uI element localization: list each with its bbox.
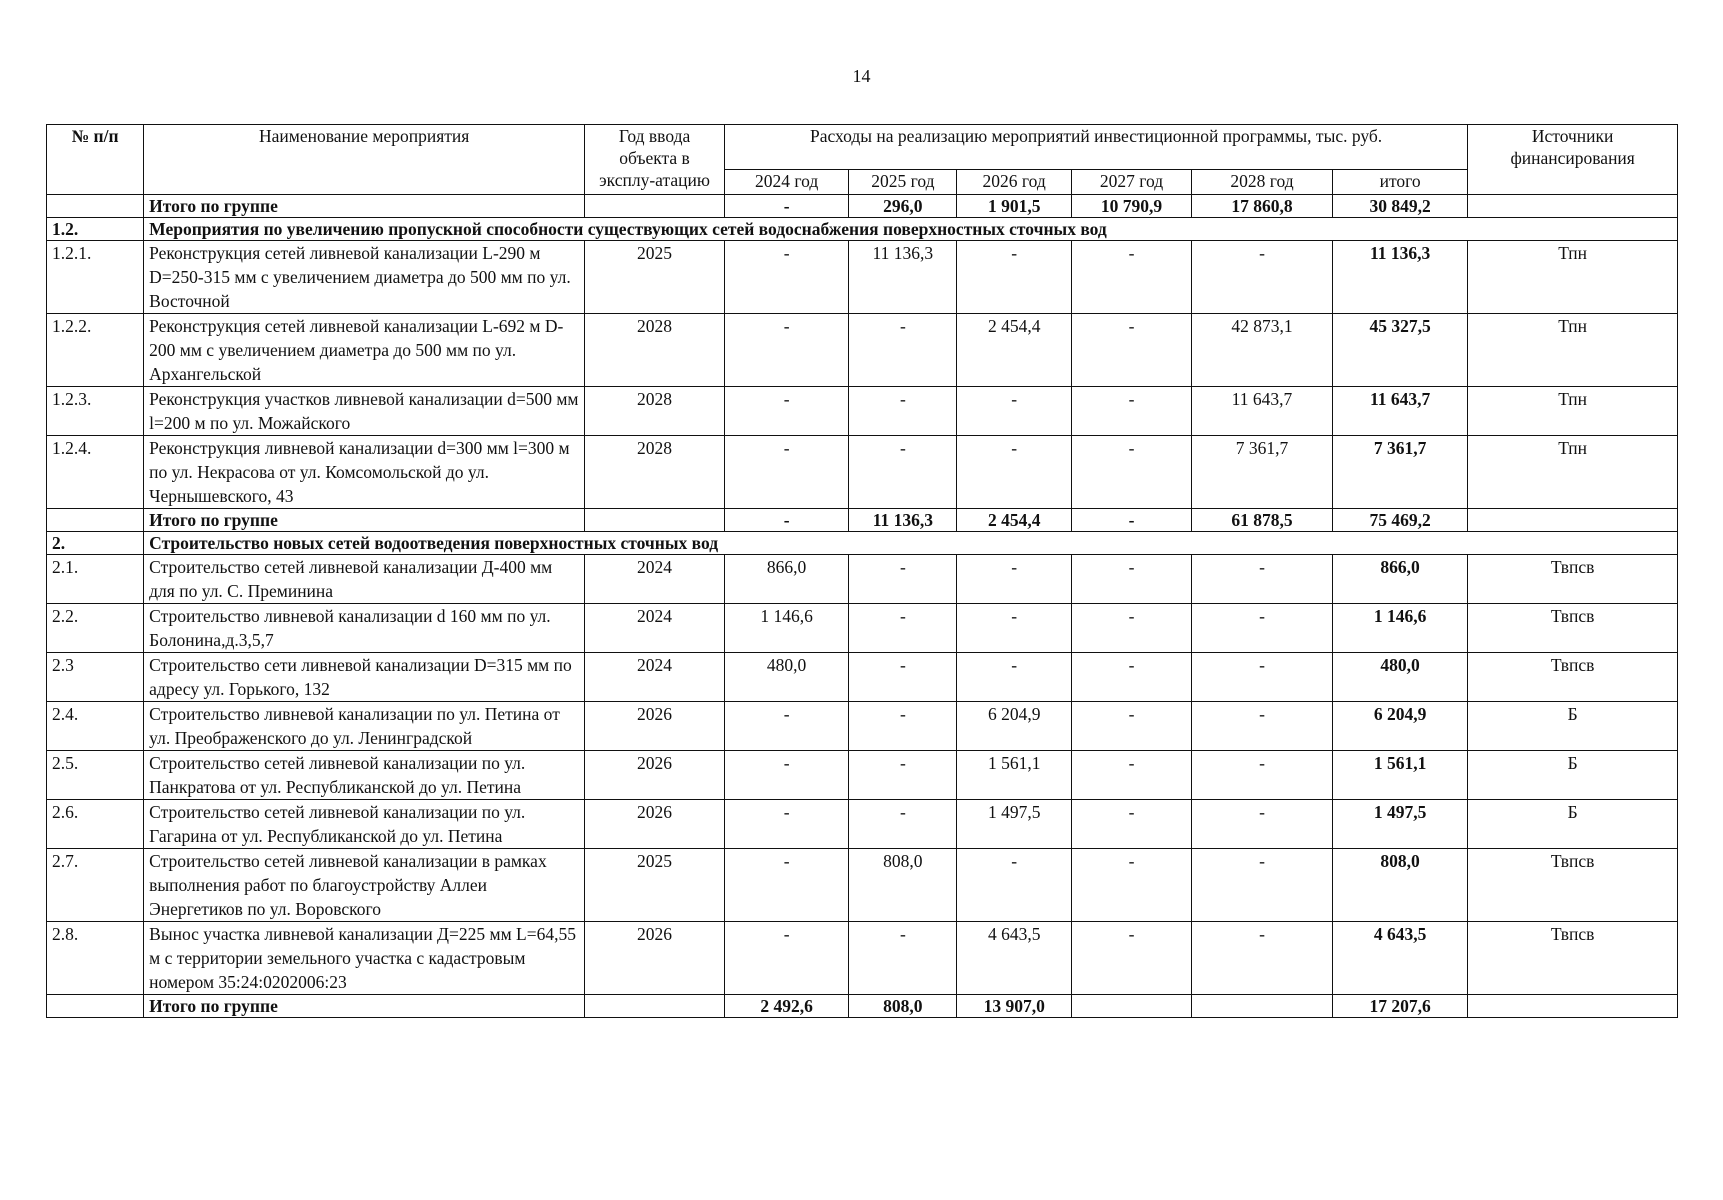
row-year bbox=[585, 995, 725, 1018]
value-2026: - bbox=[957, 604, 1072, 653]
value-2026: - bbox=[957, 849, 1072, 922]
row-no: 2.5. bbox=[47, 751, 144, 800]
row-name: Строительство сети ливневой канализации D=315 мм по адресу ул. Горького, 132 bbox=[144, 653, 585, 702]
row-no: 2.2. bbox=[47, 604, 144, 653]
row-source bbox=[1468, 195, 1678, 218]
value-2027: - bbox=[1072, 849, 1192, 922]
row-source bbox=[1468, 995, 1678, 1018]
row-name: Строительство сетей ливневой канализации в рамках выполнения работ по благоустройству Аллеи Энергетиков по ул. Воровского bbox=[144, 849, 585, 922]
header-name: Наименование мероприятия bbox=[144, 125, 585, 195]
value-2026: - bbox=[957, 387, 1072, 436]
value-2024: - bbox=[724, 922, 848, 995]
value-total: 11 136,3 bbox=[1332, 241, 1467, 314]
value-2028: - bbox=[1192, 800, 1333, 849]
row-no: 1.2.2. bbox=[47, 314, 144, 387]
value-2026: 1 497,5 bbox=[957, 800, 1072, 849]
value-total: 480,0 bbox=[1332, 653, 1467, 702]
row-no: 2.6. bbox=[47, 800, 144, 849]
table-row bbox=[47, 436, 1678, 509]
value-2024: 866,0 bbox=[724, 555, 848, 604]
row-no: 1.2.4. bbox=[47, 436, 144, 509]
value-2025: 11 136,3 bbox=[849, 241, 957, 314]
value-2024: - bbox=[724, 195, 848, 218]
value-2026: 1 561,1 bbox=[957, 751, 1072, 800]
row-name: Строительство ливневой канализации по ул. Петина от ул. Преображенского до ул. Ленинградской bbox=[144, 702, 585, 751]
section-row bbox=[47, 218, 1678, 241]
value-2028: 17 860,8 bbox=[1192, 195, 1333, 218]
value-2028: - bbox=[1192, 702, 1333, 751]
value-2025: - bbox=[849, 436, 957, 509]
value-2027 bbox=[1072, 995, 1192, 1018]
value-2025: 808,0 bbox=[849, 995, 957, 1018]
value-2027: - bbox=[1072, 922, 1192, 995]
table-row bbox=[47, 800, 1678, 849]
value-total: 1 146,6 bbox=[1332, 604, 1467, 653]
value-2026: 4 643,5 bbox=[957, 922, 1072, 995]
value-2026: 6 204,9 bbox=[957, 702, 1072, 751]
value-2024: - bbox=[724, 436, 848, 509]
row-source: Б bbox=[1468, 702, 1678, 751]
value-2024: - bbox=[724, 849, 848, 922]
row-year: 2024 bbox=[585, 653, 725, 702]
row-source: Твпсв bbox=[1468, 604, 1678, 653]
row-source: Б bbox=[1468, 751, 1678, 800]
value-2024: 2 492,6 bbox=[724, 995, 848, 1018]
row-year: 2026 bbox=[585, 751, 725, 800]
row-name: Реконструкция ливневой канализации d=300 мм l=300 м по ул. Некрасова от ул. Комсомольской до ул. Чернышевского, 43 bbox=[144, 436, 585, 509]
row-source: Твпсв bbox=[1468, 555, 1678, 604]
value-2028: - bbox=[1192, 604, 1333, 653]
row-year: 2025 bbox=[585, 241, 725, 314]
table-row bbox=[47, 702, 1678, 751]
value-2025: 11 136,3 bbox=[849, 509, 957, 532]
value-2024: - bbox=[724, 751, 848, 800]
header-year-2027: 2027 год bbox=[1072, 170, 1192, 195]
value-2024: 1 146,6 bbox=[724, 604, 848, 653]
row-name: Вынос участка ливневой канализации Д=225 мм L=64,55 м с территории земельного участка с кадастровым номером 35:24:0202006:23 bbox=[144, 922, 585, 995]
row-source: Б bbox=[1468, 800, 1678, 849]
row-no bbox=[47, 509, 144, 532]
value-2027: - bbox=[1072, 509, 1192, 532]
row-name: Строительство сетей ливневой канализации по ул. Гагарина от ул. Республиканской до ул. Петина bbox=[144, 800, 585, 849]
value-2026: 2 454,4 bbox=[957, 314, 1072, 387]
value-2026: 13 907,0 bbox=[957, 995, 1072, 1018]
value-2027: - bbox=[1072, 555, 1192, 604]
value-2024: - bbox=[724, 387, 848, 436]
value-2028: 11 643,7 bbox=[1192, 387, 1333, 436]
value-2024: - bbox=[724, 509, 848, 532]
row-no: 2.8. bbox=[47, 922, 144, 995]
row-source: Твпсв bbox=[1468, 653, 1678, 702]
row-year: 2026 bbox=[585, 922, 725, 995]
value-total: 75 469,2 bbox=[1332, 509, 1467, 532]
table-row bbox=[47, 387, 1678, 436]
value-2027: - bbox=[1072, 604, 1192, 653]
section-no: 2. bbox=[47, 532, 144, 555]
table-row bbox=[47, 922, 1678, 995]
header-year-2025: 2025 год bbox=[849, 170, 957, 195]
table-row bbox=[47, 604, 1678, 653]
table-row bbox=[47, 509, 1678, 532]
row-name: Строительство сетей ливневой канализации по ул. Панкратова от ул. Республиканской до ул. Петина bbox=[144, 751, 585, 800]
header-expenses: Расходы на реализацию мероприятий инвестиционной программы, тыс. руб. bbox=[724, 125, 1467, 170]
value-2028: - bbox=[1192, 653, 1333, 702]
row-no bbox=[47, 195, 144, 218]
value-2026: - bbox=[957, 555, 1072, 604]
value-2025: 296,0 bbox=[849, 195, 957, 218]
value-2027: - bbox=[1072, 800, 1192, 849]
row-year bbox=[585, 195, 725, 218]
header-year-2026: 2026 год bbox=[957, 170, 1072, 195]
header-total: итого bbox=[1332, 170, 1467, 195]
value-2026: 2 454,4 bbox=[957, 509, 1072, 532]
value-total: 7 361,7 bbox=[1332, 436, 1467, 509]
row-source: Тпн bbox=[1468, 387, 1678, 436]
row-year: 2026 bbox=[585, 702, 725, 751]
table-row bbox=[47, 555, 1678, 604]
value-2028: - bbox=[1192, 241, 1333, 314]
value-2024: - bbox=[724, 241, 848, 314]
page-number: 14 bbox=[852, 66, 871, 86]
row-name: Строительство ливневой канализации d 160 мм по ул. Болонина,д.3,5,7 bbox=[144, 604, 585, 653]
value-2024: - bbox=[724, 800, 848, 849]
investment-program-table bbox=[46, 124, 1678, 1018]
value-2025: - bbox=[849, 702, 957, 751]
value-total: 30 849,2 bbox=[1332, 195, 1467, 218]
value-2026: 1 901,5 bbox=[957, 195, 1072, 218]
row-year: 2028 bbox=[585, 436, 725, 509]
row-no bbox=[47, 995, 144, 1018]
section-row bbox=[47, 532, 1678, 555]
row-no: 2.1. bbox=[47, 555, 144, 604]
value-total: 866,0 bbox=[1332, 555, 1467, 604]
value-2028: 42 873,1 bbox=[1192, 314, 1333, 387]
section-no: 1.2. bbox=[47, 218, 144, 241]
value-2025: - bbox=[849, 653, 957, 702]
value-2027: - bbox=[1072, 653, 1192, 702]
value-2026: - bbox=[957, 653, 1072, 702]
value-2025: - bbox=[849, 922, 957, 995]
header-year-2028: 2028 год bbox=[1192, 170, 1333, 195]
value-total: 45 327,5 bbox=[1332, 314, 1467, 387]
value-2028 bbox=[1192, 995, 1333, 1018]
table-row bbox=[47, 995, 1678, 1018]
header-sources: Источники финансирования bbox=[1468, 125, 1678, 195]
table-row bbox=[47, 241, 1678, 314]
value-2027: 10 790,9 bbox=[1072, 195, 1192, 218]
value-2028: 7 361,7 bbox=[1192, 436, 1333, 509]
value-2027: - bbox=[1072, 702, 1192, 751]
value-2025: - bbox=[849, 555, 957, 604]
row-name: Итого по группе bbox=[144, 195, 585, 218]
row-no: 2.4. bbox=[47, 702, 144, 751]
value-2027: - bbox=[1072, 241, 1192, 314]
row-year bbox=[585, 509, 725, 532]
value-2028: 61 878,5 bbox=[1192, 509, 1333, 532]
row-name: Реконструкция сетей ливневой канализации L-290 м D=250-315 мм с увеличением диаметра до 500 мм по ул. Восточной bbox=[144, 241, 585, 314]
value-2025: - bbox=[849, 387, 957, 436]
row-source: Тпн bbox=[1468, 241, 1678, 314]
row-no: 1.2.3. bbox=[47, 387, 144, 436]
value-2024: - bbox=[724, 702, 848, 751]
value-2027: - bbox=[1072, 751, 1192, 800]
value-2025: - bbox=[849, 751, 957, 800]
value-total: 808,0 bbox=[1332, 849, 1467, 922]
row-year: 2025 bbox=[585, 849, 725, 922]
value-2028: - bbox=[1192, 922, 1333, 995]
value-2026: - bbox=[957, 436, 1072, 509]
row-source: Тпн bbox=[1468, 436, 1678, 509]
value-total: 1 561,1 bbox=[1332, 751, 1467, 800]
row-name: Итого по группе bbox=[144, 509, 585, 532]
table-row bbox=[47, 751, 1678, 800]
row-source: Твпсв bbox=[1468, 922, 1678, 995]
row-name: Строительство сетей ливневой канализации Д-400 мм для по ул. С. Преминина bbox=[144, 555, 585, 604]
value-total: 11 643,7 bbox=[1332, 387, 1467, 436]
value-2027: - bbox=[1072, 314, 1192, 387]
row-name: Реконструкция участков ливневой канализации d=500 мм l=200 м по ул. Можайского bbox=[144, 387, 585, 436]
row-source bbox=[1468, 509, 1678, 532]
table-row bbox=[47, 195, 1678, 218]
value-total: 17 207,6 bbox=[1332, 995, 1467, 1018]
section-title: Мероприятия по увеличению пропускной способности существующих сетей водоснабжения поверхностных сточных вод bbox=[144, 218, 1678, 241]
row-year: 2026 bbox=[585, 800, 725, 849]
row-year: 2028 bbox=[585, 314, 725, 387]
row-year: 2024 bbox=[585, 604, 725, 653]
value-2027: - bbox=[1072, 436, 1192, 509]
value-2028: - bbox=[1192, 555, 1333, 604]
value-2028: - bbox=[1192, 751, 1333, 800]
value-2025: - bbox=[849, 604, 957, 653]
section-title: Строительство новых сетей водоотведения поверхностных сточных вод bbox=[144, 532, 1678, 555]
value-2025: - bbox=[849, 800, 957, 849]
row-source: Твпсв bbox=[1468, 849, 1678, 922]
row-no: 2.7. bbox=[47, 849, 144, 922]
value-2024: 480,0 bbox=[724, 653, 848, 702]
row-no: 1.2.1. bbox=[47, 241, 144, 314]
table-row bbox=[47, 849, 1678, 922]
value-2026: - bbox=[957, 241, 1072, 314]
value-total: 6 204,9 bbox=[1332, 702, 1467, 751]
row-year: 2024 bbox=[585, 555, 725, 604]
header-year: Год ввода объекта в эксплу-атацию bbox=[585, 125, 725, 195]
row-source: Тпн bbox=[1468, 314, 1678, 387]
value-total: 1 497,5 bbox=[1332, 800, 1467, 849]
value-2024: - bbox=[724, 314, 848, 387]
row-name: Итого по группе bbox=[144, 995, 585, 1018]
row-year: 2028 bbox=[585, 387, 725, 436]
row-no: 2.3 bbox=[47, 653, 144, 702]
row-name: Реконструкция сетей ливневой канализации L-692 м D-200 мм с увеличением диаметра до 500 мм по ул. Архангельской bbox=[144, 314, 585, 387]
header-year-2024: 2024 год bbox=[724, 170, 848, 195]
table-row bbox=[47, 314, 1678, 387]
value-2027: - bbox=[1072, 387, 1192, 436]
value-2025: 808,0 bbox=[849, 849, 957, 922]
header-no: № п/п bbox=[47, 125, 144, 195]
value-2025: - bbox=[849, 314, 957, 387]
table-row bbox=[47, 653, 1678, 702]
value-2028: - bbox=[1192, 849, 1333, 922]
value-total: 4 643,5 bbox=[1332, 922, 1467, 995]
